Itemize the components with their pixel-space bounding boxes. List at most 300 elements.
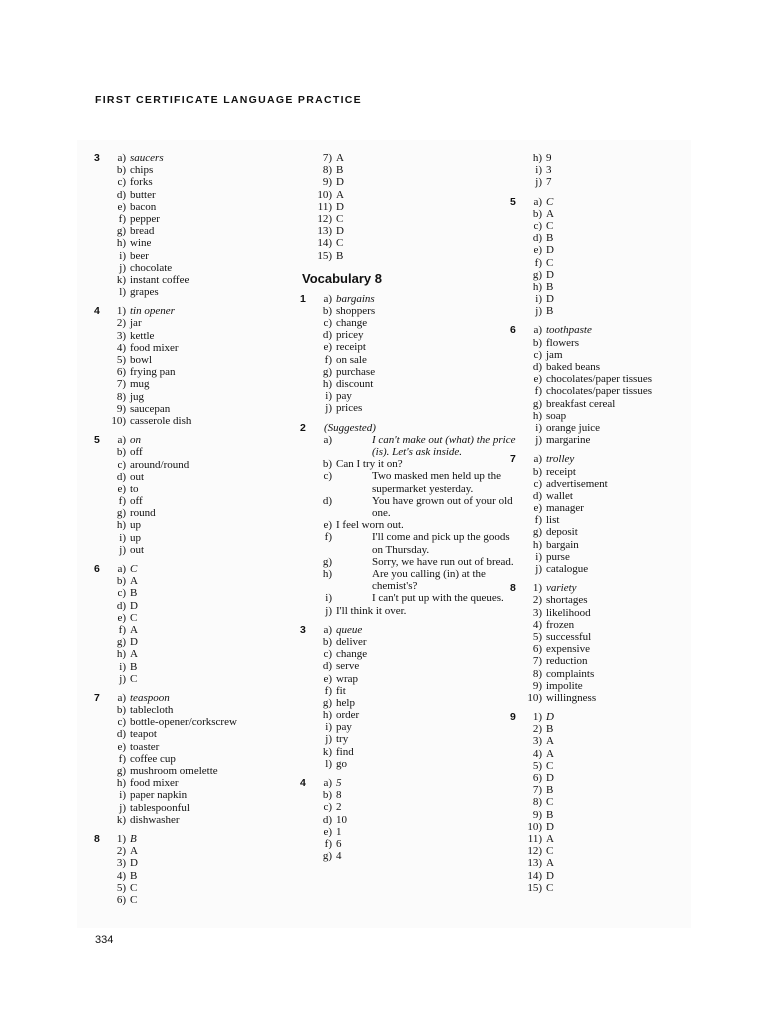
item-answer: wallet — [546, 489, 573, 502]
item-answer: D — [546, 820, 554, 833]
item-answer: on — [130, 434, 141, 447]
item-answer: soap — [546, 409, 567, 422]
answer-item — [300, 721, 486, 733]
item-label: 3) — [532, 735, 542, 748]
item-label: j) — [535, 434, 542, 447]
item-answer: Can I try it on? — [336, 458, 403, 471]
item-label: g) — [322, 696, 332, 709]
item-label: b) — [532, 465, 542, 478]
answer-item — [300, 605, 486, 617]
item-label: d) — [322, 329, 332, 342]
item-label: 6) — [116, 366, 126, 379]
item-label: b) — [322, 635, 332, 648]
item-answer: bargains — [336, 292, 375, 305]
item-answer: likelihood — [546, 606, 591, 619]
item-label: i) — [119, 249, 126, 262]
item-answer: C — [546, 796, 554, 809]
item-label: g) — [116, 225, 126, 238]
exercise-number: 5 — [94, 434, 100, 447]
item-label: 5) — [532, 759, 542, 772]
item-answer: B — [130, 832, 137, 845]
item-label: f) — [118, 623, 126, 636]
item-label: b) — [322, 304, 332, 317]
item-answer: C — [130, 611, 138, 624]
item-answer: wrap — [336, 672, 358, 685]
item-answer: off — [130, 446, 143, 459]
item-answer: A — [546, 832, 554, 845]
item-answer: You have grown out of your old one. — [372, 494, 513, 519]
answer-item — [300, 293, 486, 305]
item-label: h) — [532, 280, 542, 293]
item-answer: baked beans — [546, 361, 601, 373]
item-label: g) — [322, 555, 332, 568]
answer-item — [300, 531, 510, 556]
item-label: g) — [322, 850, 332, 863]
item-answer: B — [130, 869, 138, 882]
item-answer: C — [130, 672, 138, 685]
item-label: 2) — [532, 723, 542, 736]
item-answer: 8 — [336, 789, 342, 802]
item-answer: wine — [130, 237, 152, 250]
answer-item — [300, 237, 486, 249]
item-label: e) — [533, 373, 542, 386]
book-title-header: FIRST CERTIFICATE LANGUAGE PRACTICE — [95, 94, 362, 106]
item-label: c) — [533, 219, 542, 232]
item-answer: D — [546, 711, 554, 724]
item-answer: orange juice — [546, 421, 601, 434]
item-label: k) — [322, 745, 332, 758]
item-label: j) — [119, 543, 126, 556]
item-answer: C — [546, 845, 554, 858]
exercise-number: 8 — [94, 832, 100, 845]
item-answer: pricey — [336, 329, 364, 342]
item-label: b) — [322, 458, 332, 471]
answer-item — [300, 152, 486, 164]
item-answer: teaspoon — [130, 691, 170, 704]
item-answer: B — [546, 784, 554, 797]
item-label: k) — [116, 813, 126, 826]
item-label: g) — [322, 365, 332, 378]
item-label: j) — [535, 176, 542, 189]
item-answer: forks — [130, 176, 153, 189]
item-label: a) — [533, 324, 542, 337]
item-answer: reduction — [546, 655, 588, 668]
exercise-number: 3 — [94, 152, 100, 164]
item-label: j) — [535, 305, 542, 318]
item-label: h) — [532, 152, 542, 164]
item-answer: D — [546, 772, 554, 784]
answer-item — [300, 660, 486, 672]
item-label: d) — [116, 470, 126, 483]
item-label: 3) — [116, 329, 126, 342]
item-label: 7) — [532, 784, 542, 797]
item-answer: on sale — [336, 353, 367, 366]
item-label: e) — [323, 341, 332, 354]
item-label: d) — [322, 494, 332, 507]
item-answer: B — [546, 305, 554, 318]
item-label: 9) — [322, 176, 332, 189]
item-answer: serve — [336, 660, 360, 673]
answer-item — [300, 458, 486, 470]
item-answer: D — [336, 176, 344, 189]
item-answer: C — [130, 881, 138, 894]
item-label: 4) — [116, 869, 126, 882]
item-answer: advertisement — [546, 477, 608, 490]
item-label: f) — [118, 752, 126, 765]
item-answer: breakfast cereal — [546, 397, 616, 410]
answer-item — [300, 592, 504, 605]
exercise-block — [300, 293, 486, 415]
item-answer: I'll come and pick up the goods on Thursday. — [372, 531, 510, 556]
item-answer: food mixer — [130, 341, 179, 354]
item-label: e) — [323, 825, 332, 838]
answer-item — [300, 329, 486, 341]
item-answer: up — [130, 531, 141, 544]
item-answer: instant coffee — [130, 273, 190, 286]
answer-item — [300, 378, 486, 390]
item-answer: 10 — [336, 813, 347, 826]
item-label: d) — [532, 361, 542, 373]
item-label: 6) — [532, 772, 542, 784]
item-answer: C — [546, 195, 554, 208]
item-answer: pay — [336, 721, 352, 734]
item-label: d) — [322, 660, 332, 673]
continued-answers — [300, 152, 486, 262]
section-title: Vocabulary 8 — [302, 270, 382, 286]
item-answer: bowl — [130, 354, 152, 366]
answer-item — [300, 189, 486, 201]
item-answer: purchase — [336, 365, 376, 378]
exercise-number: 7 — [510, 453, 516, 466]
item-answer: A — [336, 152, 344, 164]
item-label: h) — [532, 409, 542, 422]
item-label: 9) — [116, 402, 126, 415]
item-label: c) — [533, 348, 542, 361]
item-label: c) — [117, 458, 126, 471]
item-label: a) — [117, 563, 126, 575]
item-label: a) — [117, 434, 126, 447]
answer-item — [300, 317, 486, 329]
item-answer: I feel worn out. — [336, 519, 404, 532]
item-answer: flowers — [546, 336, 579, 349]
exercise-number: 1 — [300, 292, 306, 305]
answer-item — [300, 733, 486, 745]
answer-item — [300, 648, 486, 660]
item-label: 11) — [317, 200, 332, 213]
item-answer: A — [546, 735, 554, 748]
item-answer: go — [336, 757, 347, 770]
item-answer: complaints — [546, 667, 595, 680]
item-answer: D — [130, 857, 138, 870]
item-answer: out — [130, 470, 145, 483]
item-answer: C — [130, 563, 138, 575]
item-label: f) — [324, 684, 332, 697]
item-label: d) — [116, 599, 126, 612]
answer-item — [300, 213, 486, 225]
item-label: 2) — [116, 317, 126, 330]
item-label: j) — [325, 733, 332, 746]
item-answer: round — [130, 507, 156, 520]
item-answer: C — [336, 212, 344, 225]
item-label: 12) — [527, 845, 542, 858]
item-answer: find — [336, 745, 354, 758]
item-answer: B — [336, 249, 344, 262]
item-answer: expensive — [546, 643, 590, 656]
page-number: 334 — [95, 934, 114, 946]
item-label: i) — [119, 531, 126, 544]
item-label: 12) — [317, 212, 332, 225]
item-answer: beer — [130, 249, 149, 262]
item-label: a) — [117, 691, 126, 704]
item-answer: chips — [130, 164, 154, 177]
item-answer: C — [546, 881, 554, 894]
item-label: 4) — [532, 747, 542, 760]
item-label: g) — [532, 526, 542, 539]
item-label: 10) — [527, 820, 542, 833]
answer-item — [300, 402, 486, 414]
answer-item — [300, 697, 486, 709]
item-answer: chocolate — [130, 261, 173, 274]
item-answer: A — [336, 188, 344, 201]
item-answer: chocolates/paper tissues — [546, 385, 652, 398]
item-label: a) — [117, 152, 126, 164]
item-label: i) — [535, 550, 542, 563]
item-label: 8) — [532, 796, 542, 809]
item-label: 5) — [532, 630, 542, 643]
exercise-number: 6 — [94, 563, 100, 575]
item-answer: toaster — [130, 740, 160, 753]
item-label: 7) — [532, 655, 542, 668]
item-answer: 9 — [546, 152, 552, 164]
item-answer: 1 — [336, 825, 342, 838]
item-label: d) — [532, 489, 542, 502]
item-answer: queue — [336, 623, 363, 636]
item-label: 7) — [322, 152, 332, 164]
item-label: 1) — [532, 582, 542, 595]
exercise-number: 4 — [94, 305, 100, 318]
item-answer: A — [546, 857, 554, 870]
item-answer: 3 — [546, 164, 552, 177]
item-answer: out — [130, 543, 145, 556]
item-label: g) — [532, 268, 542, 281]
item-answer: try — [336, 733, 349, 746]
item-label: e) — [323, 519, 332, 532]
item-label: f) — [324, 837, 332, 850]
item-answer: successful — [546, 630, 592, 643]
exercise-block — [300, 421, 516, 617]
item-label: k) — [116, 273, 126, 286]
exercise-block — [300, 777, 486, 862]
item-label: 3) — [532, 606, 542, 619]
item-label: f) — [534, 385, 542, 398]
item-answer: help — [336, 696, 355, 709]
item-label: b) — [532, 207, 542, 220]
answer-item — [300, 568, 486, 592]
item-label: h) — [116, 777, 126, 790]
item-answer: mug — [130, 378, 150, 391]
item-label: e) — [117, 611, 126, 624]
answer-item — [300, 354, 486, 366]
item-answer: change — [336, 648, 368, 661]
item-label: 9) — [532, 679, 542, 692]
item-label: 13) — [317, 225, 332, 238]
answer-item — [300, 225, 486, 237]
item-answer: B — [546, 723, 554, 736]
item-answer: Are you calling (in) at the chemist's? — [372, 567, 486, 593]
item-answer: butter — [130, 188, 156, 201]
item-label: c) — [533, 477, 542, 490]
item-answer: shoppers — [336, 304, 376, 317]
item-label: d) — [322, 813, 332, 826]
item-answer: prices — [336, 402, 363, 415]
answer-item — [300, 814, 486, 826]
answer-item — [300, 673, 486, 685]
item-label: 10) — [111, 414, 126, 427]
item-answer: A — [130, 575, 138, 588]
item-label: h) — [116, 648, 126, 661]
item-label: 10) — [317, 188, 332, 201]
answer-item — [300, 850, 486, 862]
item-label: e) — [533, 502, 542, 515]
item-answer: D — [546, 244, 554, 257]
item-answer: tablespoonful — [130, 801, 190, 814]
answer-item — [300, 201, 486, 213]
exercise-number: 5 — [510, 195, 516, 208]
item-answer: bacon — [130, 200, 157, 213]
item-answer: discount — [336, 378, 374, 390]
item-answer: pay — [336, 390, 352, 403]
answer-item — [300, 826, 486, 838]
answer-item — [300, 305, 486, 317]
exercise-number: 3 — [300, 623, 306, 636]
item-label: 14) — [317, 237, 332, 250]
item-answer: A — [130, 623, 138, 636]
item-label: 7) — [116, 378, 126, 391]
item-label: 15) — [527, 881, 542, 894]
item-label: f) — [534, 514, 542, 527]
item-answer: A — [546, 747, 554, 760]
item-answer: B — [546, 808, 554, 821]
item-answer: frying pan — [130, 366, 176, 379]
exercise-number: 9 — [510, 711, 516, 724]
item-label: f) — [534, 256, 542, 269]
item-answer: jam — [546, 348, 563, 361]
item-answer: D — [546, 293, 554, 306]
item-label: 5) — [116, 354, 126, 366]
item-answer: A — [130, 845, 138, 858]
item-label: j) — [119, 261, 126, 274]
item-label: a) — [323, 433, 332, 446]
item-answer: up — [130, 519, 141, 532]
item-label: h) — [322, 709, 332, 722]
item-answer: 5 — [336, 777, 342, 790]
item-answer: B — [130, 587, 138, 600]
item-label: d) — [116, 188, 126, 201]
item-answer: bottle-opener/corkscrew — [130, 716, 237, 729]
item-label: g) — [116, 507, 126, 520]
answer-item — [300, 685, 486, 697]
item-answer: casserole dish — [130, 414, 192, 427]
item-answer: around/round — [130, 458, 190, 471]
item-answer: C — [336, 237, 344, 250]
item-answer: paper napkin — [130, 789, 188, 802]
item-label: e) — [323, 672, 332, 685]
answer-item — [300, 709, 486, 721]
item-answer: toothpaste — [546, 324, 592, 337]
item-answer: 7 — [546, 176, 552, 189]
item-answer: mushroom omelette — [130, 765, 218, 777]
item-label: b) — [116, 704, 126, 717]
item-answer: catalogue — [546, 563, 589, 575]
item-label: b) — [116, 446, 126, 459]
item-answer: B — [546, 280, 554, 293]
item-answer: purse — [546, 550, 570, 563]
item-label: b) — [116, 575, 126, 588]
item-answer: 4 — [336, 850, 342, 863]
item-answer: chocolates/paper tissues — [546, 373, 652, 386]
item-label: j) — [325, 402, 332, 415]
item-label: 1) — [532, 711, 542, 724]
item-label: e) — [117, 200, 126, 213]
item-label: j) — [325, 604, 332, 617]
item-label: i) — [535, 164, 542, 177]
answer-item — [300, 390, 486, 402]
item-label: 2) — [532, 594, 542, 607]
item-label: j) — [119, 801, 126, 814]
item-answer: pepper — [130, 212, 160, 225]
item-label: i) — [119, 789, 126, 802]
item-answer: kettle — [130, 329, 155, 342]
item-label: g) — [116, 636, 126, 649]
answer-item — [300, 636, 486, 648]
item-label: a) — [323, 777, 332, 790]
item-answer: dishwasher — [130, 813, 180, 826]
item-label: 4) — [116, 341, 126, 354]
item-answer: C — [546, 759, 554, 772]
item-answer: list — [546, 514, 560, 527]
answer-item — [300, 164, 486, 176]
item-label: i) — [325, 592, 332, 605]
item-label: 6) — [116, 893, 126, 906]
exercise-number: 7 — [94, 691, 100, 704]
item-label: 8) — [532, 667, 542, 680]
item-label: 4) — [532, 618, 542, 631]
item-answer: I can't make out (what) the price (is). Let's ask inside. — [372, 433, 516, 458]
answer-item — [300, 519, 486, 531]
item-answer: tin opener — [130, 305, 175, 318]
item-label: h) — [532, 538, 542, 551]
item-answer: B — [130, 660, 138, 673]
item-answer: deposit — [546, 526, 578, 539]
exercise-block — [300, 624, 486, 770]
item-answer: food mixer — [130, 777, 179, 790]
item-label: 10) — [527, 691, 542, 704]
item-label: a) — [533, 195, 542, 208]
item-label: c) — [323, 801, 332, 814]
item-label: a) — [323, 623, 332, 636]
item-label: i) — [325, 390, 332, 403]
answer-item — [300, 470, 502, 495]
answer-item — [300, 801, 486, 813]
item-answer: tablecloth — [130, 704, 174, 717]
item-answer: grapes — [130, 286, 159, 299]
answer-item — [300, 341, 486, 353]
item-answer: margarine — [546, 434, 591, 447]
answer-item — [300, 746, 486, 758]
answer-item — [300, 494, 513, 519]
item-answer: B — [336, 164, 344, 177]
item-answer: Two masked men held up the supermarket yesterday. — [372, 470, 502, 495]
